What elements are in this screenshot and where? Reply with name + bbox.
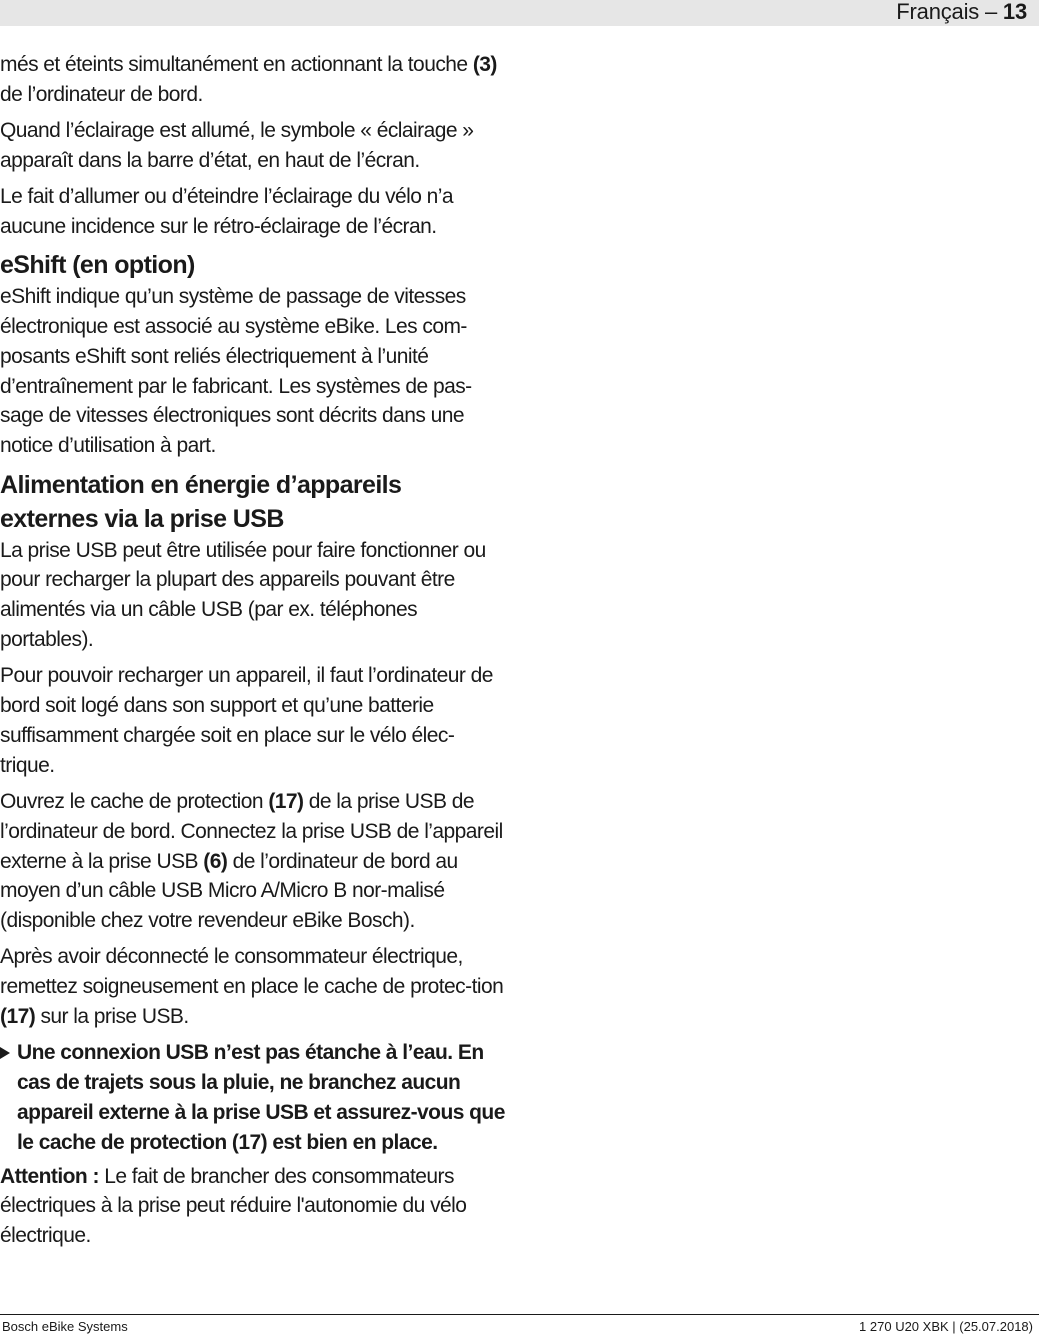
reference-number: (17) <box>268 789 304 813</box>
page-number: 13 <box>1002 0 1027 24</box>
paragraph-backlight: Le fait d’allumer ou d’éteindre l’éclairage du vélo n’a aucune incidence sur le rétro-éclairage de l’écran. <box>0 185 454 238</box>
paragraph-usb-cover <box>0 942 506 1031</box>
paragraph-eshift: eShift indique qu’un système de passage de vitesses électronique est associé au système eBike. Les com-posants eShift sont reliés électriquement à l’unité d’entraînement par le fabricant. Les systèmes de pas-sage de vitesses électroniques sont décrits dans une notice d’utilisation à part. <box>0 285 472 458</box>
warning-triangle-icon <box>0 1047 10 1059</box>
reference-number: (3) <box>472 53 497 76</box>
heading-usb: Alimentation en énergie d’appareils externes via la prise USB <box>0 470 402 533</box>
paragraph-lighting-toggle <box>0 50 506 110</box>
footer-document-id: 1 270 U20 XBK | (25.07.2018) <box>859 1319 1033 1334</box>
paragraph-text: sur la prise USB. <box>35 1005 189 1029</box>
footer-divider <box>0 1314 1039 1315</box>
header-language: Français – <box>896 0 1003 24</box>
paragraph-lighting-symbol: Quand l’éclairage est allumé, le symbole « éclairage » apparaît dans la barre d’état, en haut de l’écran. <box>0 119 474 172</box>
paragraph-text: de la prise USB de l’ordinateur de bord. Connectez la prise USB de l’appareil externe à la prise USB <box>0 789 503 873</box>
warning-text: Une connexion USB n’est pas étanche à l’eau. En cas de trajets sous la pluie, ne branchez aucun appareil externe à la prise USB et assurez-vous que le cache de protection (17) est bien en place. <box>17 1041 505 1154</box>
warning-note <box>0 1038 506 1157</box>
text-column <box>0 50 506 1257</box>
paragraph-attention <box>0 1162 506 1251</box>
reference-number: (17) <box>0 1005 36 1029</box>
paragraph-text: Ouvrez le cache de protection <box>0 789 269 813</box>
paragraph-text: més et éteints simultanément en actionnant la touche <box>0 53 473 76</box>
page-header <box>896 0 1027 25</box>
attention-label: Attention : <box>0 1164 99 1188</box>
paragraph-text: Après avoir déconnecté le consommateur électrique, remettez soigneusement en place le cache de protec-tion <box>0 945 504 999</box>
paragraph-usb-usage: La prise USB peut être utilisée pour faire fonctionner ou pour recharger la plupart des appareils pouvant être alimentés via un câble USB (par ex. téléphones portables). <box>0 538 486 651</box>
reference-number: (6) <box>203 849 228 873</box>
header-band <box>0 0 1039 26</box>
paragraph-text: de l’ordinateur de bord au moyen d’un câble USB Micro A/Micro B nor-malisé (disponible chez votre revendeur eBike Bosch). <box>0 849 458 933</box>
paragraph-usb-requirements: Pour pouvoir recharger un appareil, il faut l’ordinateur de bord soit logé dans son support et qu’une batterie suffisamment chargée soit en place sur le vélo élec-trique. <box>0 664 493 777</box>
paragraph-text: de l’ordinateur de bord. <box>0 82 203 106</box>
paragraph-usb-connect <box>0 787 506 936</box>
heading-eshift: eShift (en option) <box>0 251 195 280</box>
paragraph-text: Le fait de brancher des consommateurs électriques à la prise peut réduire l'autonomie du vélo électrique. <box>0 1164 467 1248</box>
footer-brand: Bosch eBike Systems <box>2 1319 128 1334</box>
